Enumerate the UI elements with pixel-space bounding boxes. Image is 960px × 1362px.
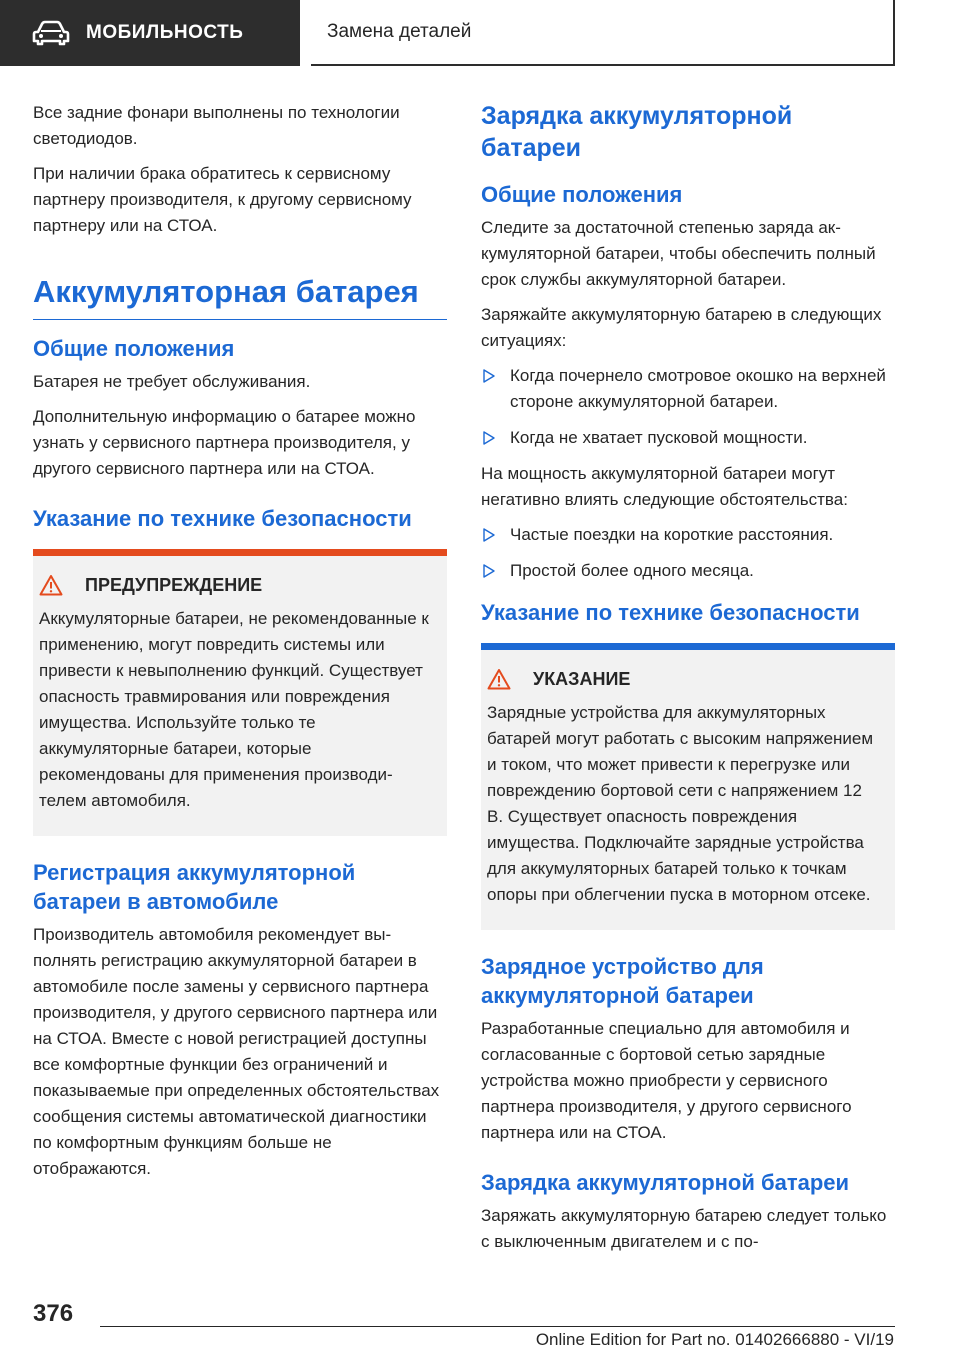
warning-header bbox=[33, 574, 433, 596]
paragraph: На мощность аккумуляторной батареи могут негативно влиять следующие обстоятельства: bbox=[481, 464, 848, 509]
list-item bbox=[481, 363, 895, 415]
paragraph: Заряжайте аккумуляторную батарею в следующих ситуациях: bbox=[481, 305, 882, 350]
notice-title: УКАЗАНИЕ bbox=[533, 668, 631, 689]
section-heading: Зарядное устройство для аккумуляторной батареи bbox=[481, 954, 764, 1008]
notice-box bbox=[481, 643, 895, 930]
list-item bbox=[481, 558, 895, 584]
car-icon bbox=[32, 20, 70, 46]
section-heading: Указание по технике безопасности bbox=[481, 600, 860, 625]
footer-divider bbox=[100, 1326, 895, 1327]
warning-box bbox=[33, 549, 447, 836]
paragraph: Разработанные специально для автомобиля и согласованные с бортовой сетью зарядные устройства можно приобрести у сервисного партнера производителя, у другого сервисного партнера или на СТОА. bbox=[481, 1019, 852, 1142]
list-item-text: Когда не хватает пусковой мощности. bbox=[510, 428, 808, 447]
paragraph: Дополнительную информацию о батарее можно узнать у сервисного партнера производителя, у другого сервисного партнера или на СТОА. bbox=[33, 407, 416, 478]
warning-title: ПРЕДУПРЕЖДЕНИЕ bbox=[85, 574, 263, 595]
section-heading: Общие положения bbox=[481, 182, 683, 207]
right-column bbox=[481, 100, 895, 1264]
bullet-triangle-icon bbox=[483, 528, 495, 542]
factors-list bbox=[481, 522, 895, 584]
paragraph: При наличии брака обратитесь к сервисному партнеру производителя, к другому сервисному партнеру или на СТОА. bbox=[33, 164, 412, 235]
list-item-text: Частые поездки на короткие расстояния. bbox=[510, 525, 834, 544]
notice-header bbox=[481, 668, 881, 690]
page-footer bbox=[0, 1296, 960, 1362]
chapter-title: МОБИЛЬНОСТЬ bbox=[86, 22, 244, 43]
warning-text: Аккумуляторные батареи, не рекомендованные к применению, могут повредить системы или привести к невыполнению функций. Существует опасность травмирования или повреждения имущества. Используйте только те аккумуляторные батареи, которые рекомендованы для применения производителем автомобиля. bbox=[39, 609, 429, 810]
section-heading: Зарядка аккумуляторной батареи bbox=[481, 1170, 850, 1195]
list-item-text: Когда почернело смотровое окошко на верхней стороне аккумуляторной батареи. bbox=[510, 366, 886, 411]
bullet-triangle-icon bbox=[483, 431, 495, 445]
section-title: Замена деталей bbox=[327, 21, 472, 42]
paragraph: Все задние фонари выполнены по технологии светодиодов. bbox=[33, 103, 400, 148]
list-item bbox=[481, 522, 895, 548]
paragraph: Заряжать аккумуляторную батарею следует только с выключенным двигателем и с по- bbox=[481, 1206, 887, 1251]
paragraph: Производитель автомобиля рекомендует выполнять регистрацию аккумуляторной батареи в автомобиле после замены у сервисного партнера производителя, у другого сервисного партнера или на СТОА. Вместе с новой регистрацией доступны все комфортные функции без ограничений и показываемые при определенных обстоятельствах сообщения системы автоматической диагностики по комфортным функциям больше не отображаются. bbox=[33, 925, 440, 1178]
list-item-text: Простой более одного месяца. bbox=[510, 561, 754, 580]
section-heading: Указание по технике безопасности bbox=[33, 506, 412, 531]
page-number: 376 bbox=[33, 1300, 74, 1327]
section-tab bbox=[311, 0, 895, 66]
chapter-heading: Аккумуляторная батарея bbox=[33, 273, 447, 320]
chapter-tab bbox=[0, 0, 300, 66]
bullet-triangle-icon bbox=[483, 369, 495, 383]
paragraph: Следите за достаточной степенью заряда аккумуляторной батареи, чтобы обеспечить полный срок службы аккумуляторной батареи. bbox=[481, 218, 876, 289]
left-column bbox=[33, 100, 447, 1191]
section-heading: Регистрация аккумуляторной батареи в автомобиле bbox=[33, 860, 356, 914]
section-heading: Общие положения bbox=[33, 336, 235, 361]
situations-list bbox=[481, 363, 895, 451]
warning-triangle-icon bbox=[487, 668, 511, 690]
page-header bbox=[0, 0, 960, 66]
bullet-triangle-icon bbox=[483, 564, 495, 578]
edition-label: Online Edition for Part no. 01402666880 - VI/19 bbox=[535, 1330, 894, 1349]
list-item bbox=[481, 425, 895, 451]
topic-heading: Зарядка аккумуляторной батареи bbox=[481, 102, 793, 162]
warning-triangle-icon bbox=[39, 574, 63, 596]
paragraph: Батарея не требует обслуживания. bbox=[33, 372, 311, 391]
notice-text: Зарядные устройства для аккумуляторных батарей могут работать с высоким напряжением и током, что может привести к перегрузке или повреждению бортовой сети с напряжением 12 В. Существует опасность повреждения имущества. Подключайте зарядные устройства для аккумуляторных батарей только к точкам опоры при облегчении пуска в моторном отсеке. bbox=[487, 703, 874, 904]
